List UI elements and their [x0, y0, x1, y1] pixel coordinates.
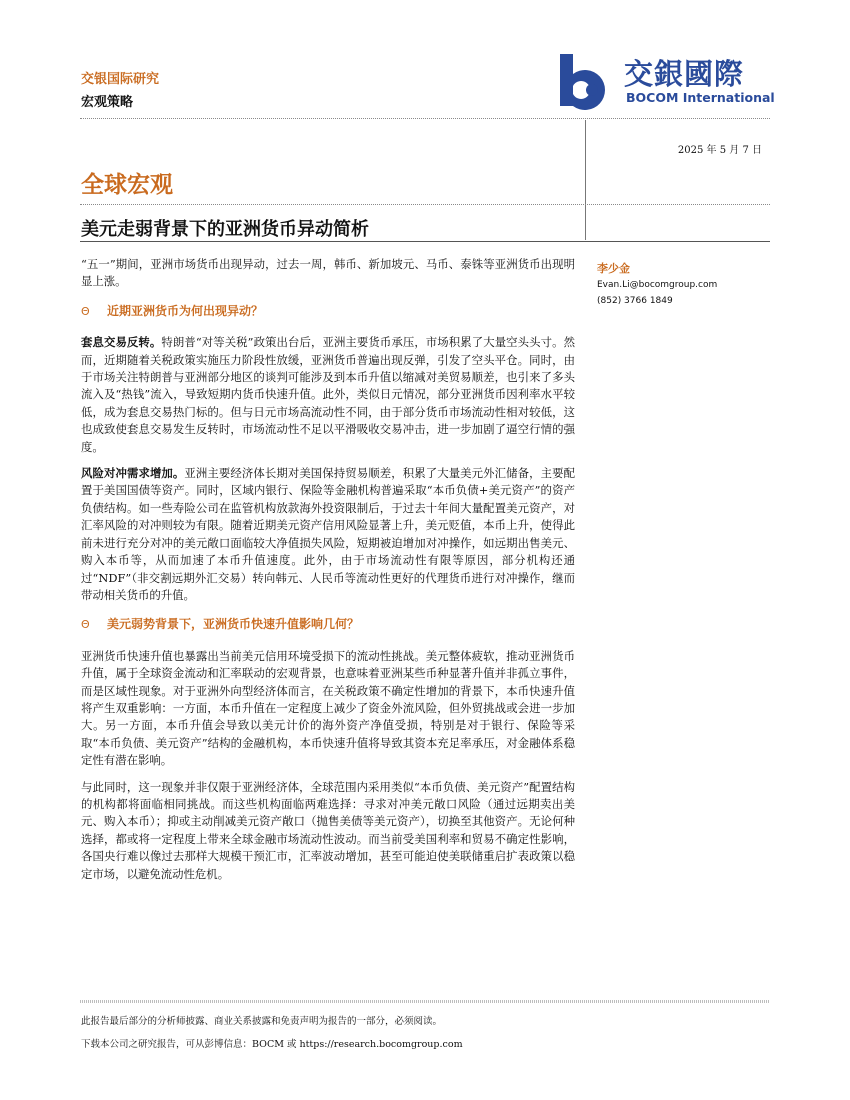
logo-english-name: BOCOM International [626, 90, 775, 105]
paragraph-text: 特朗普“对等关税”政策出台后，亚洲主要货币承压，市场积累了大量空头头寸。然而，近期随着关税政策实施压力阶段性放缓，亚洲货币普遍出现反弹，引发了空头平仓。同时，由于市场关注特朗普与亚洲部分地区的谈判可能涉及到本币升值以缩减对美贸易顺差，也引来了多头流入及“热钱”流入，导致短期内货币快速升值。此外，类似日元情况，部分亚洲货币因利率水平较低，成为套息交易热门标的。但与日元市场高流动性不同，由于部分货币市场流动性相对较低，这也成致使套息交易发生反转时，市场流动性不足以平滑吸收交易冲击，进一步加剧了逼空行情的强度。 [81, 335, 575, 454]
header-divider [80, 118, 770, 119]
section-heading-text: 近期亚洲货币为何出现异动？ [107, 303, 264, 318]
footer-disclaimer: 此报告最后部分的分析师披露、商业关系披露和免责声明为报告的一部分，必须阅读。 [81, 1016, 443, 1027]
analyst-phone: (852) 3766 1849 [597, 296, 673, 306]
header-org: 交银国际研究 [81, 72, 160, 87]
main-content [81, 256, 575, 892]
analyst-name: 李少金 [597, 262, 630, 275]
paragraph [81, 334, 575, 456]
report-date: 2025 年 5 月 7 日 [677, 145, 762, 156]
paragraph-text: 亚洲主要经济体长期对美国保持贸易顺差，积累了大量美元外汇储备，主要配置于美国国债等资产。同时，区域内银行、保险等金融机构普遍采取“本币负债+美元资产”的资产负债结构。如一些寿险公司在监管机构放款海外投资限制后，于过去十年间大量配置美元资产，对汇率风险的对冲则较为有限。随着近期美元资产信用风险显著上升，美元贬值，本币上升，使得此前未进行充分对冲的美元敞口面临较大净值损失风险，短期被迫增加对冲操作，如远期出售美元、购入本币等，从而加速了本币升值速度。此外，由于市场流动性有限等原因，部分机构还通过“NDF”（非交割远期外汇交易）转向韩元、人民币等流动性更好的代理货币进行对冲操作，继而带动相关货币的升值。 [81, 466, 575, 602]
footer-download[interactable]: 下载本公司之研究报告，可从彭博信息：BOCM 或 https://research.bocomgroup.com [81, 1039, 463, 1050]
paragraph-lead: 套息交易反转。 [81, 335, 162, 350]
section-bullet-icon: Θ [81, 618, 90, 632]
column-divider [585, 120, 586, 240]
header-dept: 宏观策略 [81, 95, 134, 110]
title-divider [80, 204, 770, 205]
footer-divider [80, 1000, 770, 1003]
analyst-email[interactable]: Evan.Li@bocomgroup.com [597, 280, 718, 290]
section-bullet-icon: Θ [81, 304, 90, 318]
bocom-logo [556, 50, 775, 110]
logo-chinese-name: 交銀國際 [624, 57, 745, 91]
report-title: 美元走弱背景下的亚洲货币异动简析 [81, 219, 369, 240]
paragraph [81, 465, 575, 604]
paragraph: 亚洲货币快速升值也暴露出当前美元信用环境受损下的流动性挑战。美元整体疲软，推动亚洲货币升值，属于全球资金流动和汇率联动的宏观背景，也意味着亚洲某些币种显著升值并非孤立事件，而是区域性现象。对于亚洲外向型经济体而言，在关税政策不确定性增加的背景下，本币快速升值将产生双重影响：一方面，本币升值在一定程度上减少了资金外流风险，但外贸挑战或会进一步加大。另一方面，本币升值会导致以美元计价的海外资产净值受损，特别是对于银行、保险等采取“本币负债、美元资产”结构的金融机构，本币快速升值将导致其资本充足率承压，对金融体系稳定性有潜在影响。 [81, 648, 575, 768]
bocom-logo-icon [556, 50, 620, 110]
section-heading-2 [81, 616, 575, 633]
section-title: 全球宏观 [81, 171, 173, 198]
section-heading-1 [81, 303, 575, 320]
paragraph: 与此同时，这一现象并非仅限于亚洲经济体，全球范围内采用类似“本币负债、美元资产”配置结构的机构都将面临相同挑战。而这些机构面临两难选择：寻求对冲美元敞口风险（通过远期卖出美元、购入本币）；抑或主动削减美元资产敞口（抛售美债等美元资产），切换至其他资产。无论何种选择，都或将一定程度上带来全球金融市场流动性波动。而当前受美国利率和贸易不确定性影响，各国央行难以像过去那样大规模干预汇市，汇率波动增加，甚至可能迫使美联储重启扩表政策以稳定市场，以避免流动性危机。 [81, 779, 575, 881]
intro-paragraph: “五一”期间，亚洲市场货币出现异动，过去一周，韩币、新加坡元、马币、泰铢等亚洲货币出现明显上涨。 [81, 257, 575, 289]
analyst-sidebar [597, 261, 772, 309]
report-title-underline [80, 241, 770, 242]
paragraph-lead: 风险对冲需求增加。 [81, 466, 185, 481]
section-heading-text: 美元弱势背景下，亚洲货币快速升值影响几何？ [107, 617, 360, 632]
